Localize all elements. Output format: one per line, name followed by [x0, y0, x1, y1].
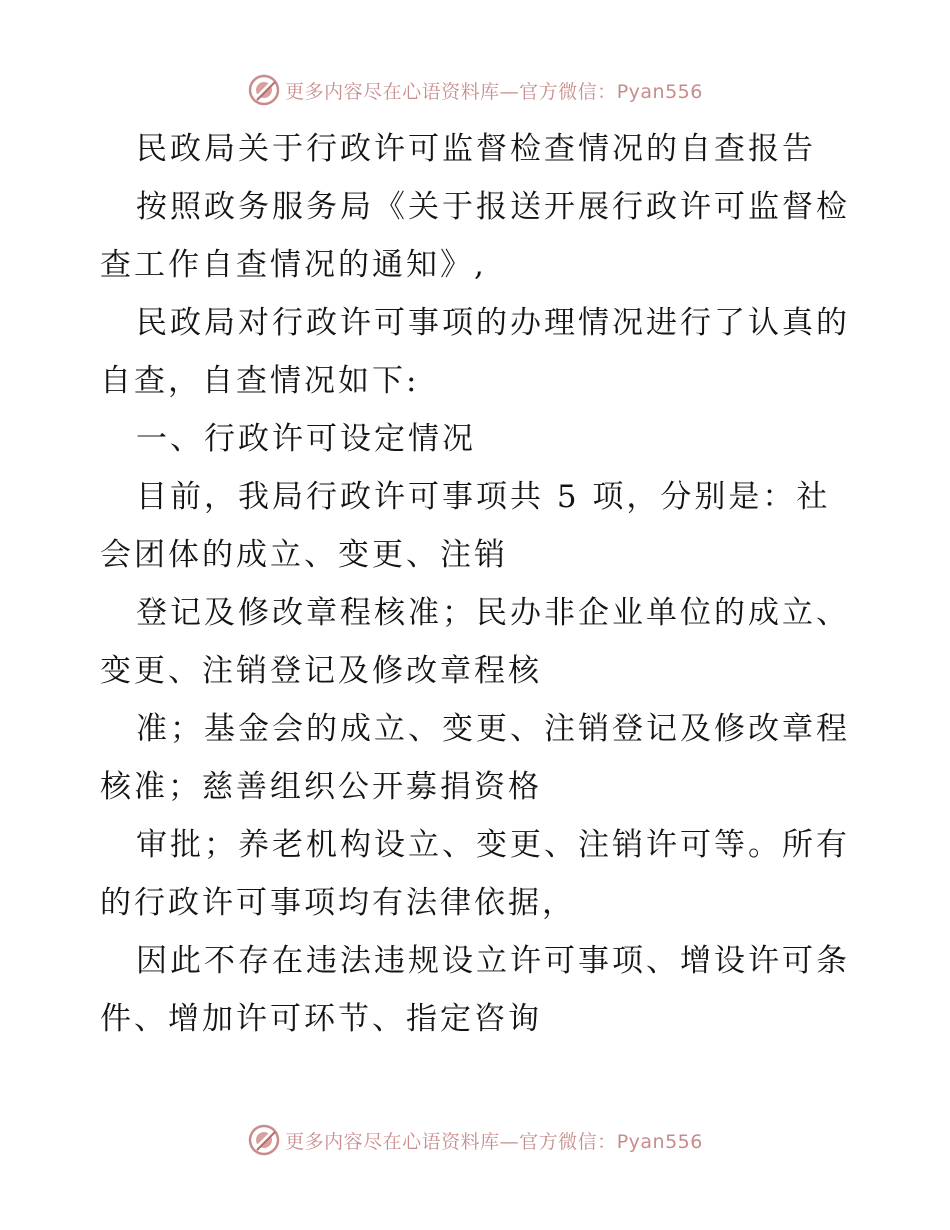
header-watermark [0, 70, 950, 110]
paragraph-line: 会团体的成立、变更、注销 [100, 537, 508, 573]
watermark-logo-icon [247, 1123, 281, 1157]
watermark-dash: — [499, 1130, 520, 1153]
paragraph-line: 目前，我局行政许可事项共 5 项，分别是：社 [136, 479, 831, 515]
paragraph-line: 变更、注销登记及修改章程核 [100, 653, 542, 689]
watermark-wechat-label: 官方微信： [519, 1130, 617, 1153]
paragraph-line: 自查，自查情况如下: [100, 363, 420, 399]
watermark-dash: — [499, 80, 520, 103]
paragraph-line: 件、增加许可环节、指定咨询 [100, 1001, 542, 1037]
watermark-brand: 更多内容尽在心语资料库 [285, 1130, 500, 1153]
paragraph-line: 审批；养老机构设立、变更、注销许可等。所有 [136, 827, 850, 863]
paragraph-line: 因此不存在违法违规设立许可事项、增设许可条 [136, 943, 850, 979]
section-heading: 一、行政许可设定情况 [136, 421, 476, 457]
paragraph-line: 民政局对行政许可事项的办理情况进行了认真的 [136, 305, 850, 341]
watermark-wechat-id: Pyan556 [616, 1130, 703, 1153]
paragraph-line: 核准；慈善组织公开募捐资格 [100, 769, 542, 805]
document-body [100, 120, 852, 1048]
watermark-brand: 更多内容尽在心语资料库 [285, 80, 500, 103]
footer-watermark [0, 1120, 950, 1160]
paragraph-line: 的行政许可事项均有法律依据， [100, 885, 576, 921]
document-title: 民政局关于行政许可监督检查情况的自查报告 [136, 131, 816, 167]
watermark-text [285, 1127, 703, 1154]
paragraph-line: 登记及修改章程核准；民办非企业单位的成立、 [136, 595, 850, 631]
paragraph-line: 准；基金会的成立、变更、注销登记及修改章程 [136, 711, 850, 747]
watermark-logo-icon [247, 73, 281, 107]
watermark-text [285, 77, 703, 104]
paragraph-line: 按照政务服务局《关于报送开展行政许可监督检 [136, 189, 850, 225]
paragraph-line: 查工作自查情况的通知》, [100, 247, 487, 283]
watermark-wechat-id: Pyan556 [616, 80, 703, 103]
watermark-wechat-label: 官方微信： [519, 80, 617, 103]
